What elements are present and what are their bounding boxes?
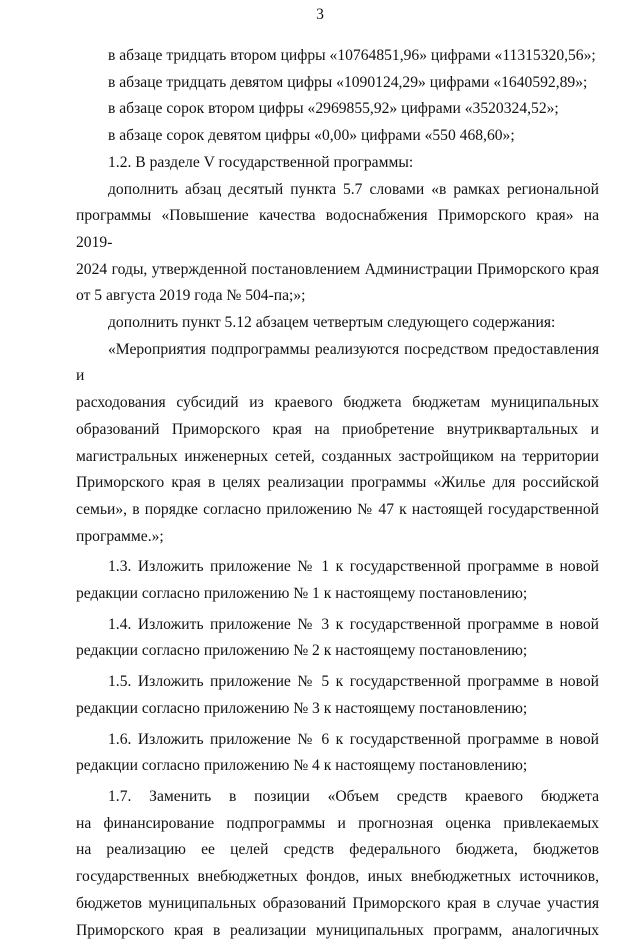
text-line: Приморского края в целях реализации программы «Жилье для российской <box>76 470 599 497</box>
text-line: государственных внебюджетных фондов, иных внебюджетных источников, <box>76 864 599 891</box>
paragraph-section-1-6 <box>76 727 599 780</box>
paragraph-amendment-42: в абзаце сорок втором цифры «2969855,92» цифрами «3520324,52»; <box>76 96 599 123</box>
text-line: 2024 годы, утвержденной постановлением Администрации Приморского края <box>76 257 599 284</box>
text-line: 1.7. Заменить в позиции «Объем средств краевого бюджета <box>76 784 599 811</box>
text-line: дополнить абзац десятый пункта 5.7 словами «в рамках региональной <box>76 177 599 204</box>
text-line: 1.6. Изложить приложение № 6 к государственной программе в новой <box>76 727 599 754</box>
page-number: 3 <box>0 2 640 29</box>
text-line: на реализацию ее целей средств федерального бюджета, бюджетов <box>76 837 599 864</box>
text-line: магистральных инженерных сетей, созданных застройщиком на территории <box>76 444 599 471</box>
paragraph-amendment-32: в абзаце тридцать втором цифры «10764851,96» цифрами «11315320,56»; <box>76 43 599 70</box>
text-line: расходования субсидий из краевого бюджета бюджетам муниципальных <box>76 390 599 417</box>
paragraph-section-1-3 <box>76 554 599 607</box>
paragraph-amendment-49: в абзаце сорок девятом цифры «0,00» цифрами «550 468,60»; <box>76 123 599 150</box>
text-line: редакции согласно приложению № 1 к настоящему постановлению; <box>76 581 599 608</box>
paragraph-section-1-4 <box>76 612 599 665</box>
text-line: на финансирование подпрограммы и прогнозная оценка привлекаемых <box>76 811 599 838</box>
paragraph-add-5-7 <box>76 177 599 311</box>
text-line: программы «Повышение качества водоснабжения Приморского края» на 2019- <box>76 203 599 256</box>
paragraph-quote-measures <box>76 337 599 551</box>
text-line: 1.5. Изложить приложение № 5 к государственной программе в новой <box>76 669 599 696</box>
text-line: Приморского края в реализации муниципальных программ, аналогичных <box>76 918 599 944</box>
text-line: от 5 августа 2019 года № 504-па;»; <box>76 283 599 310</box>
text-line: редакции согласно приложению № 4 к настоящему постановлению; <box>76 753 599 780</box>
text-line: бюджетов муниципальных образований Приморского края в случае участия <box>76 891 599 918</box>
text-line: редакции согласно приложению № 2 к настоящему постановлению; <box>76 638 599 665</box>
text-line: образований Приморского края на приобретение внутриквартальных и <box>76 417 599 444</box>
paragraph-section-1-7 <box>76 784 599 944</box>
paragraph-amendment-39: в абзаце тридцать девятом цифры «1090124,29» цифрами «1640592,89»; <box>76 70 599 97</box>
paragraph-add-5-12: дополнить пункт 5.12 абзацем четвертым следующего содержания: <box>76 310 599 337</box>
text-line: 1.3. Изложить приложение № 1 к государственной программе в новой <box>76 554 599 581</box>
paragraph-section-1-2: 1.2. В разделе V государственной программы: <box>76 150 599 177</box>
text-line: 1.4. Изложить приложение № 3 к государственной программе в новой <box>76 612 599 639</box>
text-line: программе.»; <box>76 524 599 551</box>
document-body <box>76 43 599 944</box>
text-line: «Мероприятия подпрограммы реализуются посредством предоставления и <box>76 337 599 390</box>
text-line: редакции согласно приложению № 3 к настоящему постановлению; <box>76 696 599 723</box>
text-line: семьи», в порядке согласно приложению № 47 к настоящей государственной <box>76 497 599 524</box>
paragraph-section-1-5 <box>76 669 599 722</box>
